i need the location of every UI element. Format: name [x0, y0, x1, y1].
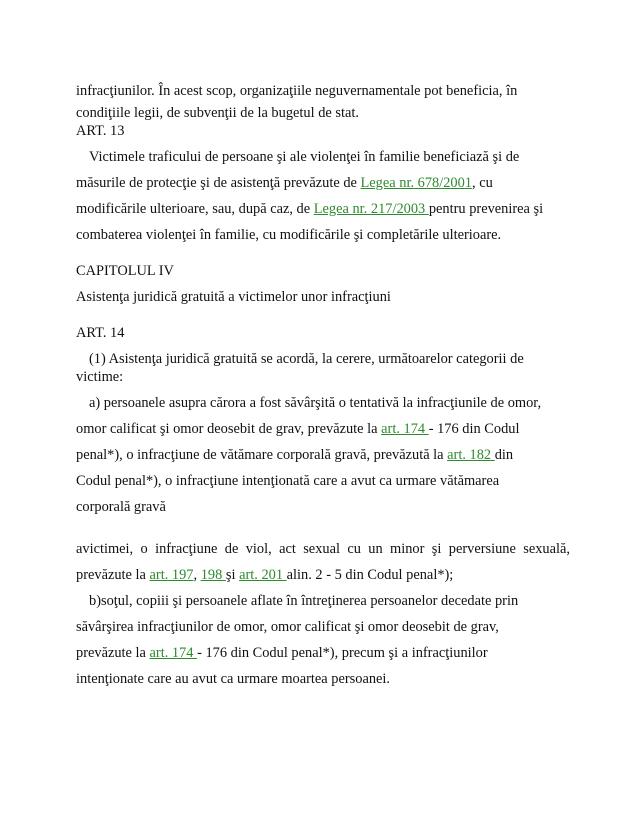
text-line: săvârşirea infracţiunilor de omor, omor calificat şi omor deosebit de grav,	[76, 619, 499, 635]
text-span: pentru prevenirea şi	[428, 201, 544, 217]
text-line	[76, 562, 570, 588]
text-span: măsurile de protecţie şi de asistenţă prevăzute de	[76, 175, 361, 191]
text-line: condiţiile legii, de subvenţii de la bugetul de stat.	[76, 105, 359, 121]
text-span: penal*), o infracţiune de vătămare corporală gravă, prevăzută la	[76, 447, 448, 463]
chapter-heading: CAPITOLUL IV	[76, 263, 174, 279]
text-span: din	[494, 447, 514, 463]
text-span: şi	[225, 567, 240, 583]
text-line: intenţionate care au avut ca urmare moartea persoanei.	[76, 671, 391, 687]
text-span: - 176 din Codul penal*), precum şi a infracţiunilor	[197, 645, 488, 661]
text-line: a) persoanele asupra cărora a fost săvârşită o tentativă la infracţiunile de omor,	[89, 395, 542, 411]
text-line: Codul penal*), o infracţiune intenţionată care a avut ca urmare vătămarea	[76, 473, 500, 489]
text-line: corporală gravă	[76, 499, 166, 515]
text-line: avictimei, o infracţiune de viol, act sexual cu un minor şi perversiune sexuală,	[76, 541, 570, 557]
article-link[interactable]: art. 174	[381, 421, 429, 437]
text-line: infracţiunilor. În acest scop, organizaţiile neguvernamentale pot beneficia, în	[76, 83, 518, 99]
text-span: modificările ulterioare, sau, după caz, de	[76, 201, 314, 217]
text-line: (1) Asistenţa juridică gratuită se acordă, la cerere, următoarelor categorii de	[89, 351, 524, 367]
text-span: alin. 2 - 5 din Codul penal*);	[286, 567, 454, 583]
article-link[interactable]: art. 201	[239, 567, 287, 583]
article-link[interactable]: art. 174	[149, 645, 198, 661]
article-link[interactable]: 198	[200, 567, 226, 583]
text-span: prevăzute la	[76, 567, 150, 583]
article-link[interactable]: art. 182	[447, 447, 495, 463]
text-line	[76, 640, 570, 666]
text-span: prevăzute la	[76, 645, 150, 661]
text-line	[76, 196, 570, 222]
text-line: victime:	[76, 369, 124, 385]
text-span: omor calificat şi omor deosebit de grav, prevăzute la	[76, 421, 382, 437]
text-span: - 176 din Codul	[428, 421, 520, 437]
text-span: ,	[193, 567, 201, 583]
article-heading: ART. 14	[76, 325, 125, 341]
chapter-title: Asistenţa juridică gratuită a victimelor unor infracţiuni	[76, 289, 391, 305]
text-line: Victimele traficului de persoane şi ale violenţei în familie beneficiază şi de	[89, 149, 520, 165]
document-page	[76, 78, 570, 692]
text-line: b)soţul, copiii şi persoanele aflate în întreţinerea persoanelor decedate prin	[89, 593, 519, 609]
text-line: combaterea violenţei în familie, cu modificările şi completările ulterioare.	[76, 227, 502, 243]
text-line	[76, 416, 570, 442]
text-line	[76, 170, 570, 196]
law-link[interactable]: Legea nr. 217/2003	[313, 201, 429, 217]
article-heading: ART. 13	[76, 123, 125, 139]
article-link[interactable]: art. 197	[149, 567, 194, 583]
law-link[interactable]: Legea nr. 678/2001	[360, 175, 472, 191]
text-span: , cu	[472, 175, 493, 191]
text-line	[76, 442, 570, 468]
